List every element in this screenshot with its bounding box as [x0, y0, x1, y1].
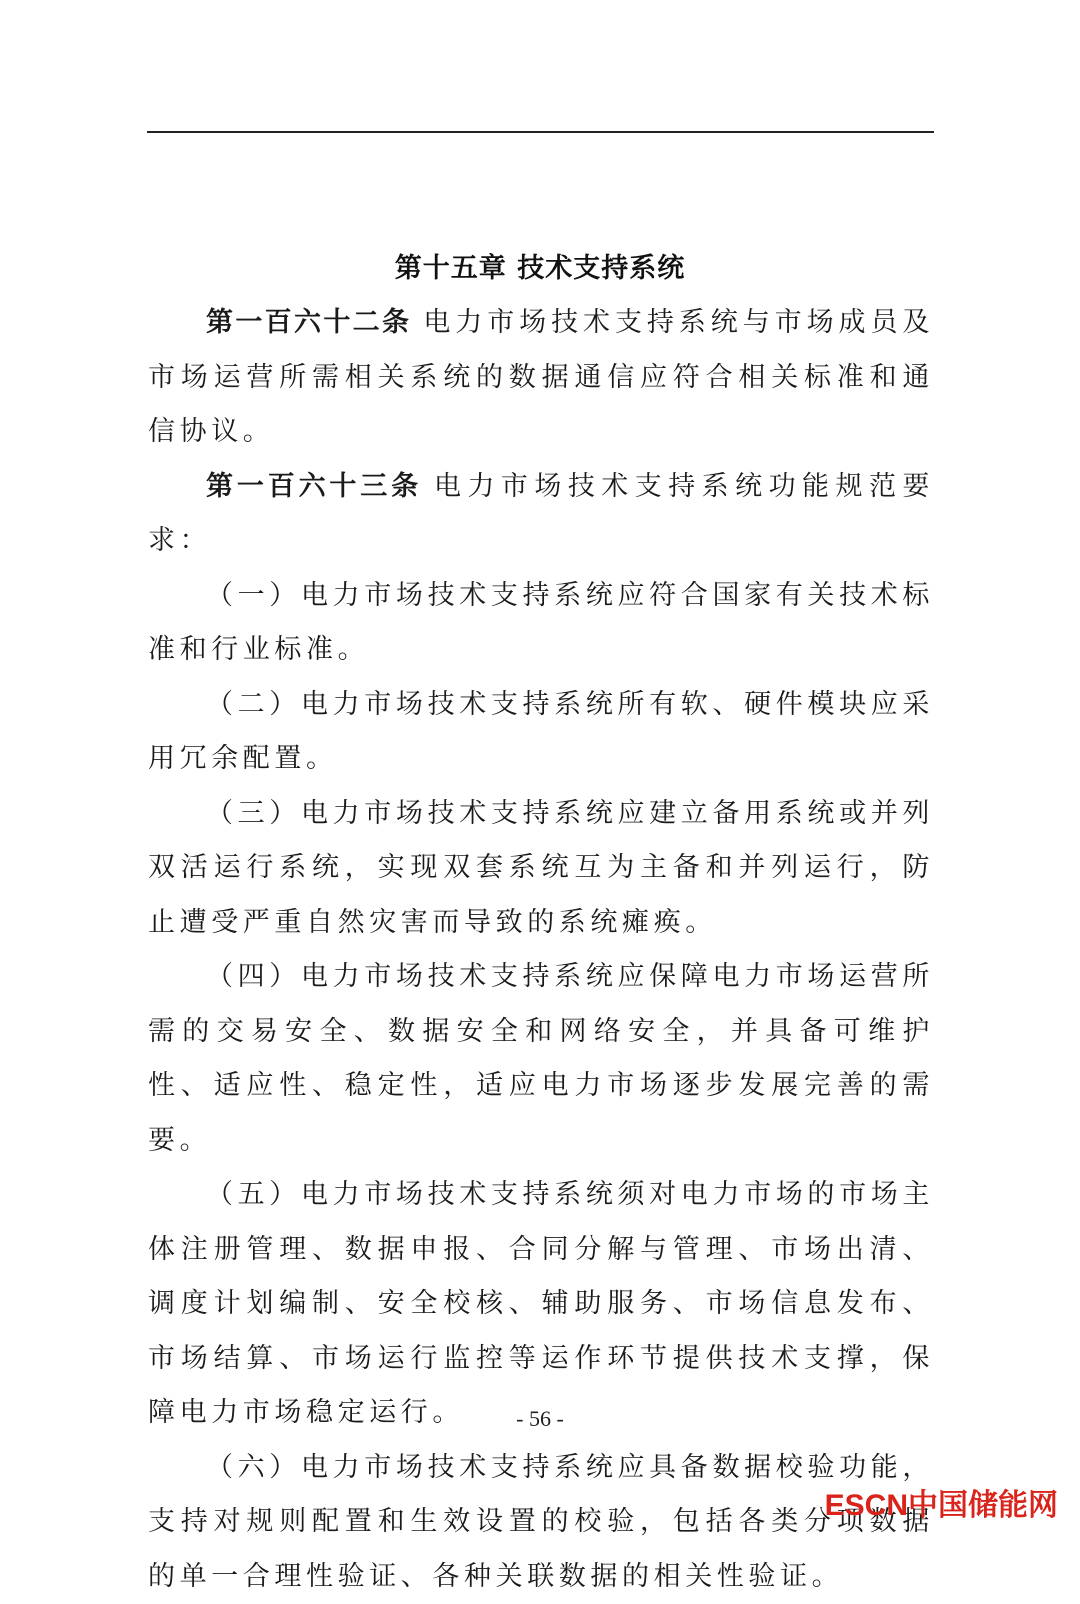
list-item: （六）电力市场技术支持系统应具备数据校验功能，支持对规则配置和生效设置的校验，包括各类分项数据的单一合理性验证、各种关联数据的相关性验证。 — [148, 1441, 934, 1604]
escn-logo: ESCN中国储能网 — [825, 1480, 1058, 1524]
article-text: 电力市场技术支持系统与市场成员及市场运营所需相关系统的数据通信应符合相关标准和通信协议。 — [148, 307, 934, 447]
article-163 — [148, 460, 934, 569]
article-label: 第一百六十二条 — [206, 307, 411, 338]
list-item: （二）电力市场技术支持系统所有软、硬件模块应采用冗余配置。 — [148, 678, 934, 787]
list-item: （三）电力市场技术支持系统应建立备用系统或并列双活运行系统，实现双套系统互为主备和并列运行，防止遭受严重自然灾害而导致的系统瘫痪。 — [148, 787, 934, 951]
chapter-title: 第十五章 技术支持系统 — [0, 246, 1080, 285]
header-rule — [147, 131, 934, 133]
list-item: （四）电力市场技术支持系统应保障电力市场运营所需的交易安全、数据安全和网络安全，并具备可维护性、适应性、稳定性，适应电力市场逐步发展完善的需要。 — [148, 950, 934, 1168]
page-number: - 56 - — [0, 1406, 1080, 1432]
list-item: （一）电力市场技术支持系统应符合国家有关技术标准和行业标准。 — [148, 569, 934, 678]
list-item: （五）电力市场技术支持系统须对电力市场的市场主体注册管理、数据申报、合同分解与管理、市场出清、调度计划编制、安全校核、辅助服务、市场信息发布、市场结算、市场运行监控等运作环节提供技术支撑，保障电力市场稳定运行。 — [148, 1168, 934, 1441]
article-162 — [148, 296, 934, 460]
article-label: 第一百六十三条 — [206, 471, 422, 502]
article-text: 电力市场技术支持系统功能规范要求： — [148, 471, 934, 557]
